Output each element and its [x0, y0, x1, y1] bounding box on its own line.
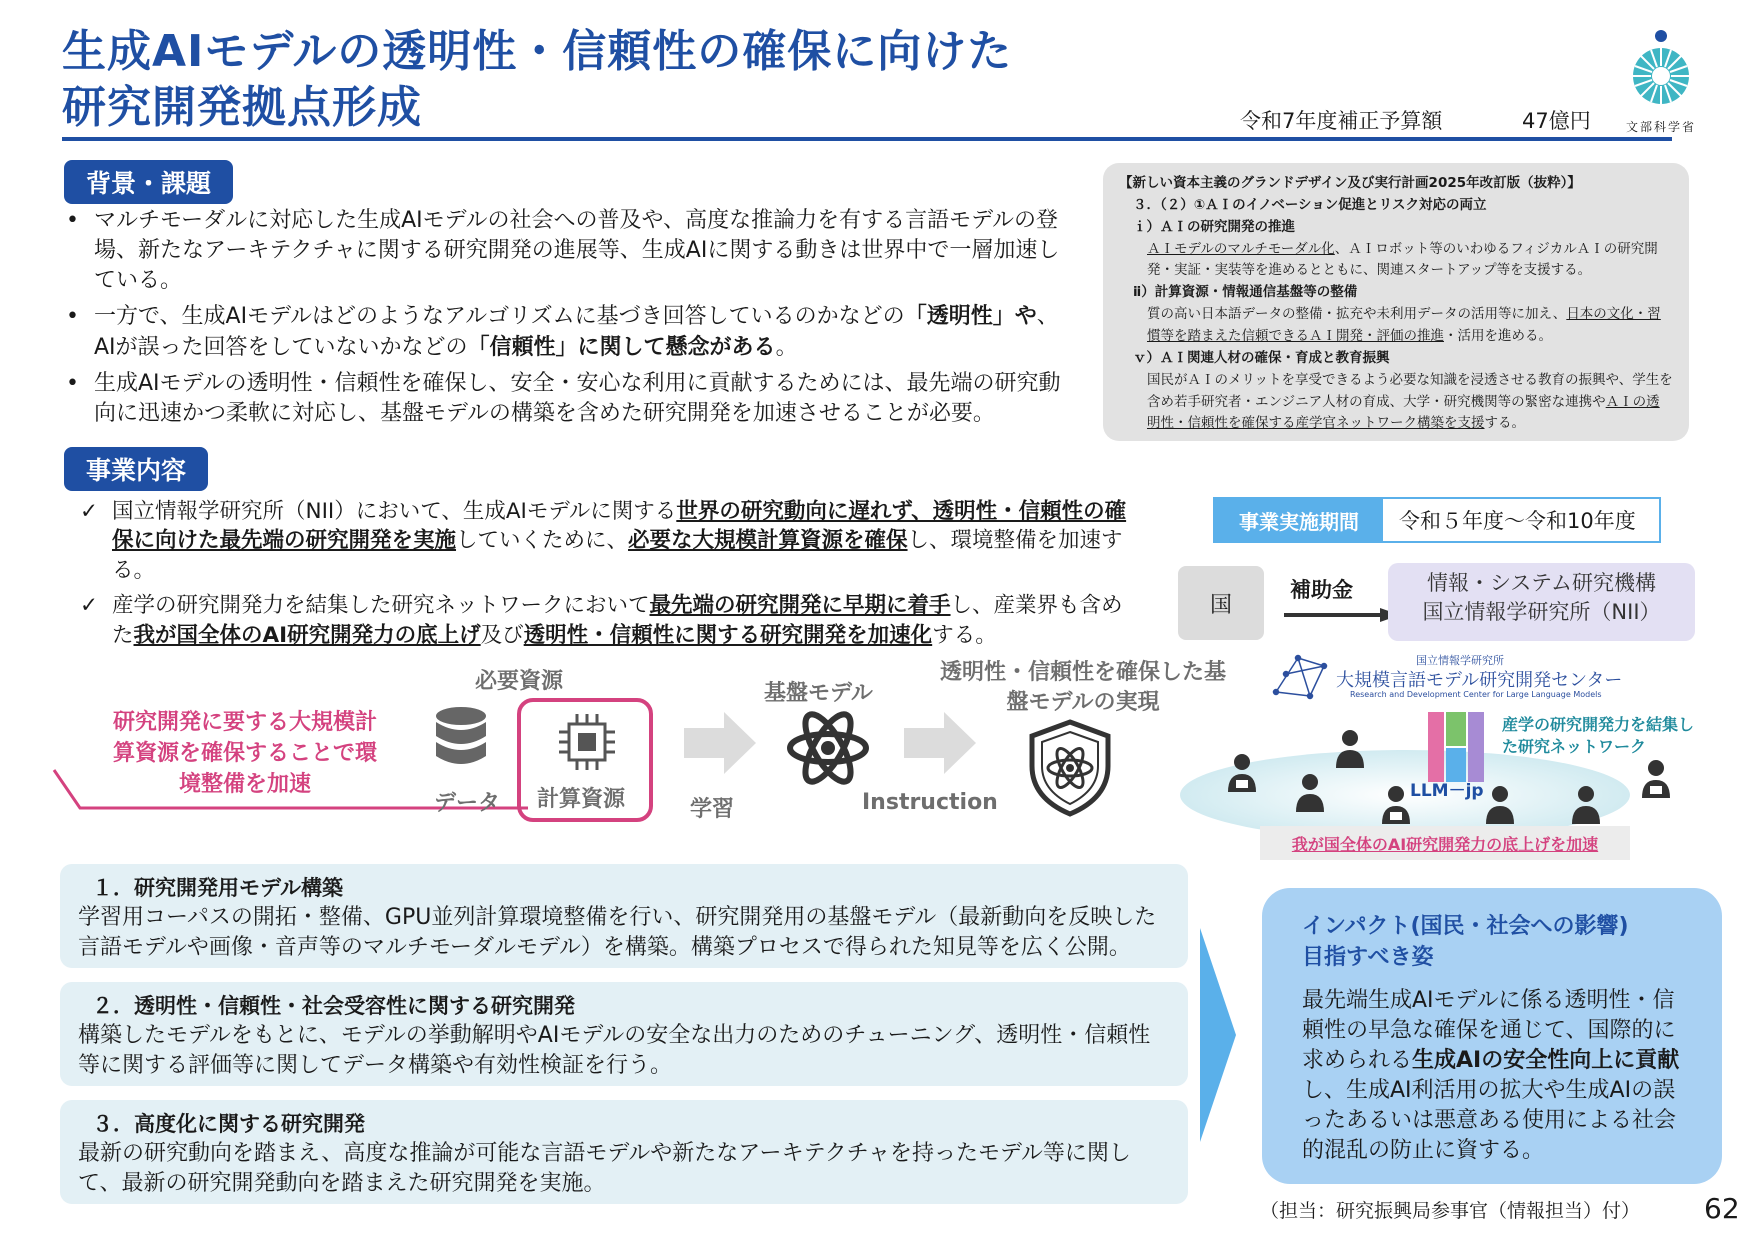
background-bullet-2	[60, 302, 1070, 362]
policy-i-body	[1119, 239, 1673, 283]
emphasis-transparency: 「透明性」や	[904, 304, 1037, 330]
business-check-1	[78, 497, 1140, 585]
business-checklist	[78, 497, 1140, 656]
policy-underline: ＡＩモデルのマルチモーダル化	[1147, 240, 1335, 257]
card-title: １．研究開発用モデル構築	[92, 876, 343, 900]
policy-ii-head: ⅱ）計算資源・情報通信基盤等の整備	[1133, 284, 1358, 301]
budget-value: 47億円	[1522, 109, 1591, 133]
atom-icon	[786, 706, 870, 790]
period-value: 令和５年度～令和10年度	[1399, 509, 1636, 533]
policy-text: 質の高い日本語データの整備・拡充や未利用データの活用等に加え、	[1147, 306, 1567, 323]
check-text: 国立情報学研究所（NII）において、生成AIモデルに関する	[112, 499, 677, 524]
policy-text: 、ＡＩロボット等のいわゆるフィジカルＡＩの研究開発・実証・実装等を進めるとともに、関連スタートアップ等を支援する。	[1147, 240, 1658, 279]
bullet-text: 、AIが誤った回答をしていないかなどの	[94, 304, 1059, 360]
subsidy-arrow-icon	[1284, 608, 1400, 622]
policy-ii-body	[1119, 304, 1673, 348]
subsidy-label: 補助金	[1290, 578, 1353, 602]
check-icon: ✓	[80, 593, 99, 619]
card-title: ３．高度化に関する研究開発	[92, 1112, 365, 1136]
check-text: していくために、	[456, 528, 629, 554]
policy-excerpt-box	[1103, 163, 1689, 441]
bullet-text: 一方で、生成AIモデルはどのようなアルゴリズムに基づき回答しているのかなどの	[94, 304, 905, 330]
researcher-icon	[1640, 758, 1672, 798]
policy-underline: ＡＩの透明性・信頼性を確保する産学官ネットワーク構築を支援	[1147, 393, 1660, 432]
background-bullet-3	[60, 369, 1070, 429]
emphasis-reliability: 「信頼性」に関して懸念がある	[467, 334, 776, 360]
impact-emphasis: 生成AIの安全性向上に貢献	[1412, 1047, 1680, 1073]
card-body: 構築したモデルをもとに、モデルの挙動解明やAIモデルの安全な出力のためのチューニング、透明性・信頼性等に関する評価等に関してデータ構築や有効性検証を行う。	[78, 1022, 1151, 1078]
compute-label: 計算資源	[537, 787, 626, 812]
card-body: 学習用コーパスの開拓・整備、GPU並列計算環境整備を行い、研究開発用の基盤モデル（最新動向を反映した言語モデルや画像・音声等のマルチモーダルモデル）を構築。構築プロセスで得られた知見等を広く公開。	[78, 904, 1157, 960]
check-text: 及び	[480, 622, 524, 648]
bullet-dot: •	[66, 370, 79, 396]
impact-arrow-icon	[1198, 928, 1238, 1142]
impact-text: し、生成AI利活用の拡大や生成AIの誤ったあるいは悪意ある使用による社会的混乱の防止に資する。	[1302, 1077, 1677, 1164]
policy-i-head: ｉ）ＡＩの研究開発の推進	[1133, 218, 1295, 235]
database-icon	[434, 706, 488, 776]
card-body: 最新の研究動向を踏まえ、高度な推論が可能な言語モデルや新たなアーキテクチャを持ったモデル等に関して、最新の研究開発動向を踏まえた研究開発を実施。	[78, 1140, 1131, 1196]
researcher-icon	[1334, 728, 1366, 768]
card-title: ２．透明性・信頼性・社会受容性に関する研究開発	[92, 994, 575, 1018]
shield-atom-icon	[1026, 718, 1114, 818]
llmjp-label: LLM－jp	[1410, 781, 1484, 801]
ministry-name: 文部科学省	[1625, 120, 1696, 134]
policy-v-body	[1119, 370, 1673, 436]
check-emphasis: 世界の研究動向に遅れず、透明性・信頼性の確保に向けた最先端の研究開発を実施	[112, 499, 1127, 554]
instruction-label: Instruction	[862, 790, 998, 815]
impact-box	[1262, 888, 1722, 1184]
check-text: し、産業界も含めた	[112, 593, 1123, 648]
business-heading: 事業内容	[64, 447, 208, 491]
background-heading: 背景・課題	[64, 160, 233, 204]
bullet-dot: •	[66, 208, 79, 233]
card-2	[60, 982, 1188, 1086]
compute-resource-box	[517, 698, 653, 822]
impact-body	[1302, 986, 1682, 1167]
page-number: 62	[1704, 1192, 1740, 1225]
impact-text: 最先端生成AIモデルに係る透明性・信頼性の早急な確保を通じて、国際的に求められる	[1302, 987, 1676, 1073]
institution-line-1: 情報・システム研究機構	[1427, 571, 1656, 595]
learning-label: 学習	[690, 797, 735, 822]
check-emphasis: 透明性・信頼性に関する研究開発を加速化	[523, 622, 933, 648]
policy-underline: 日本の文化・習慣等を踏まえた信頼できるＡＩ開発・評価の推進	[1147, 306, 1661, 345]
required-resources-label: 必要資源	[475, 669, 564, 694]
policy-text: 国民がＡＩのメリットを享受できるよう必要な知識を浸透させる教育の振興や、学生を含め若手研究者・エンジニア人材の育成、大学・研究機関等の緊密な連携や	[1147, 371, 1673, 410]
policy-section: ３．（２）①ＡＩのイノベーション促進とリスク対応の両立	[1133, 196, 1487, 213]
arrow-right-icon	[904, 712, 976, 774]
period-key: 事業実施期間	[1215, 499, 1383, 541]
goal-label: 透明性・信頼性を確保した基盤モデルの実現	[940, 660, 1227, 715]
bullet-text: 生成AIモデルの透明性・信頼性を確保し、安全・安心な利用に貢献するためには、最先端の研究動向に迅速かつ柔軟に対応し、基盤モデルの構築を含めた研究開発を加速させることが必要。	[94, 370, 1061, 426]
llm-center-en: Research and Development Center for Large Language Models	[1350, 690, 1602, 699]
card-3	[60, 1100, 1188, 1204]
researcher-icon	[1294, 772, 1326, 812]
bullet-dot: •	[66, 304, 79, 330]
llm-center-name: 大規模言語モデル研究開発センター	[1336, 670, 1623, 691]
researcher-icon	[1484, 784, 1516, 824]
pink-callout: 研究開発に要する大規模計算資源を確保することで環境整備を加速	[112, 710, 377, 797]
country-box: 国	[1178, 566, 1264, 640]
researcher-icon	[1226, 752, 1258, 792]
policy-text: ・活用を進める。	[1444, 328, 1552, 345]
boost-label: 我が国全体のAI研究開発力の底上げを加速	[1260, 826, 1630, 860]
ministry-logo	[1625, 28, 1697, 135]
page-title	[62, 24, 1012, 137]
network-label: 産学の研究開発力を結集した研究ネットワーク	[1502, 715, 1695, 756]
contact-note: （担当：研究振興局参事官（情報担当）付）	[1260, 1200, 1641, 1222]
institution-box	[1388, 563, 1695, 641]
researcher-icon	[1380, 784, 1412, 824]
check-emphasis: 必要な大規模計算資源を確保	[628, 528, 908, 554]
title-divider	[62, 137, 1672, 141]
background-bullet-1	[60, 206, 1070, 296]
policy-v-head: ｖ）ＡＩ関連人材の確保・育成と教育振興	[1133, 349, 1390, 366]
mext-emblem-icon	[1625, 28, 1697, 108]
cpu-chip-icon	[557, 712, 617, 772]
bullet-text: 。	[775, 334, 798, 360]
institution-line-2: 国立情報学研究所（NII）	[1422, 600, 1661, 625]
data-label: データ	[434, 791, 501, 816]
impact-title-1: インパクト(国民・社会への影響)	[1302, 914, 1629, 939]
title-line-2: 研究開発拠点形成	[62, 82, 422, 134]
check-text: する。	[932, 622, 997, 648]
card-1	[60, 864, 1188, 968]
researcher-icon	[1570, 784, 1602, 824]
policy-title: 【新しい資本主義のグランドデザイン及び実行計画2025年改訂版（抜粋）】	[1119, 175, 1581, 191]
check-text: し、環境整備を加速する。	[112, 528, 1123, 583]
background-bullets	[60, 206, 1070, 435]
check-emphasis: 最先端の研究開発に早期に着手	[649, 593, 951, 619]
policy-text: する。	[1484, 415, 1525, 432]
network-graph-icon	[1270, 652, 1330, 702]
arrow-right-icon	[684, 712, 756, 774]
check-icon: ✓	[80, 499, 99, 524]
budget-label: 令和7年度補正予算額	[1240, 109, 1443, 133]
project-period	[1213, 497, 1661, 543]
llmjp-logo-icon	[1428, 712, 1486, 782]
impact-title-2: 目指すべき姿	[1302, 944, 1434, 970]
check-text: 産学の研究開発力を結集した研究ネットワークにおいて	[112, 593, 650, 619]
nii-small-label: 国立情報学研究所	[1416, 654, 1504, 667]
title-line-1: 生成AIモデルの透明性・信頼性の確保に向けた	[62, 26, 1013, 77]
check-emphasis: 我が国全体のAI研究開発力の底上げ	[133, 622, 481, 648]
bullet-text: マルチモーダルに対応した生成AIモデルの社会への普及や、高度な推論力を有する言語モデルの登場、新たなアーキテクチャに関する研究開発の進展等、生成AIに関する動きは世界中で一層加速している。	[94, 208, 1060, 294]
base-model-label: 基盤モデル	[764, 681, 873, 706]
business-check-2	[78, 591, 1140, 650]
